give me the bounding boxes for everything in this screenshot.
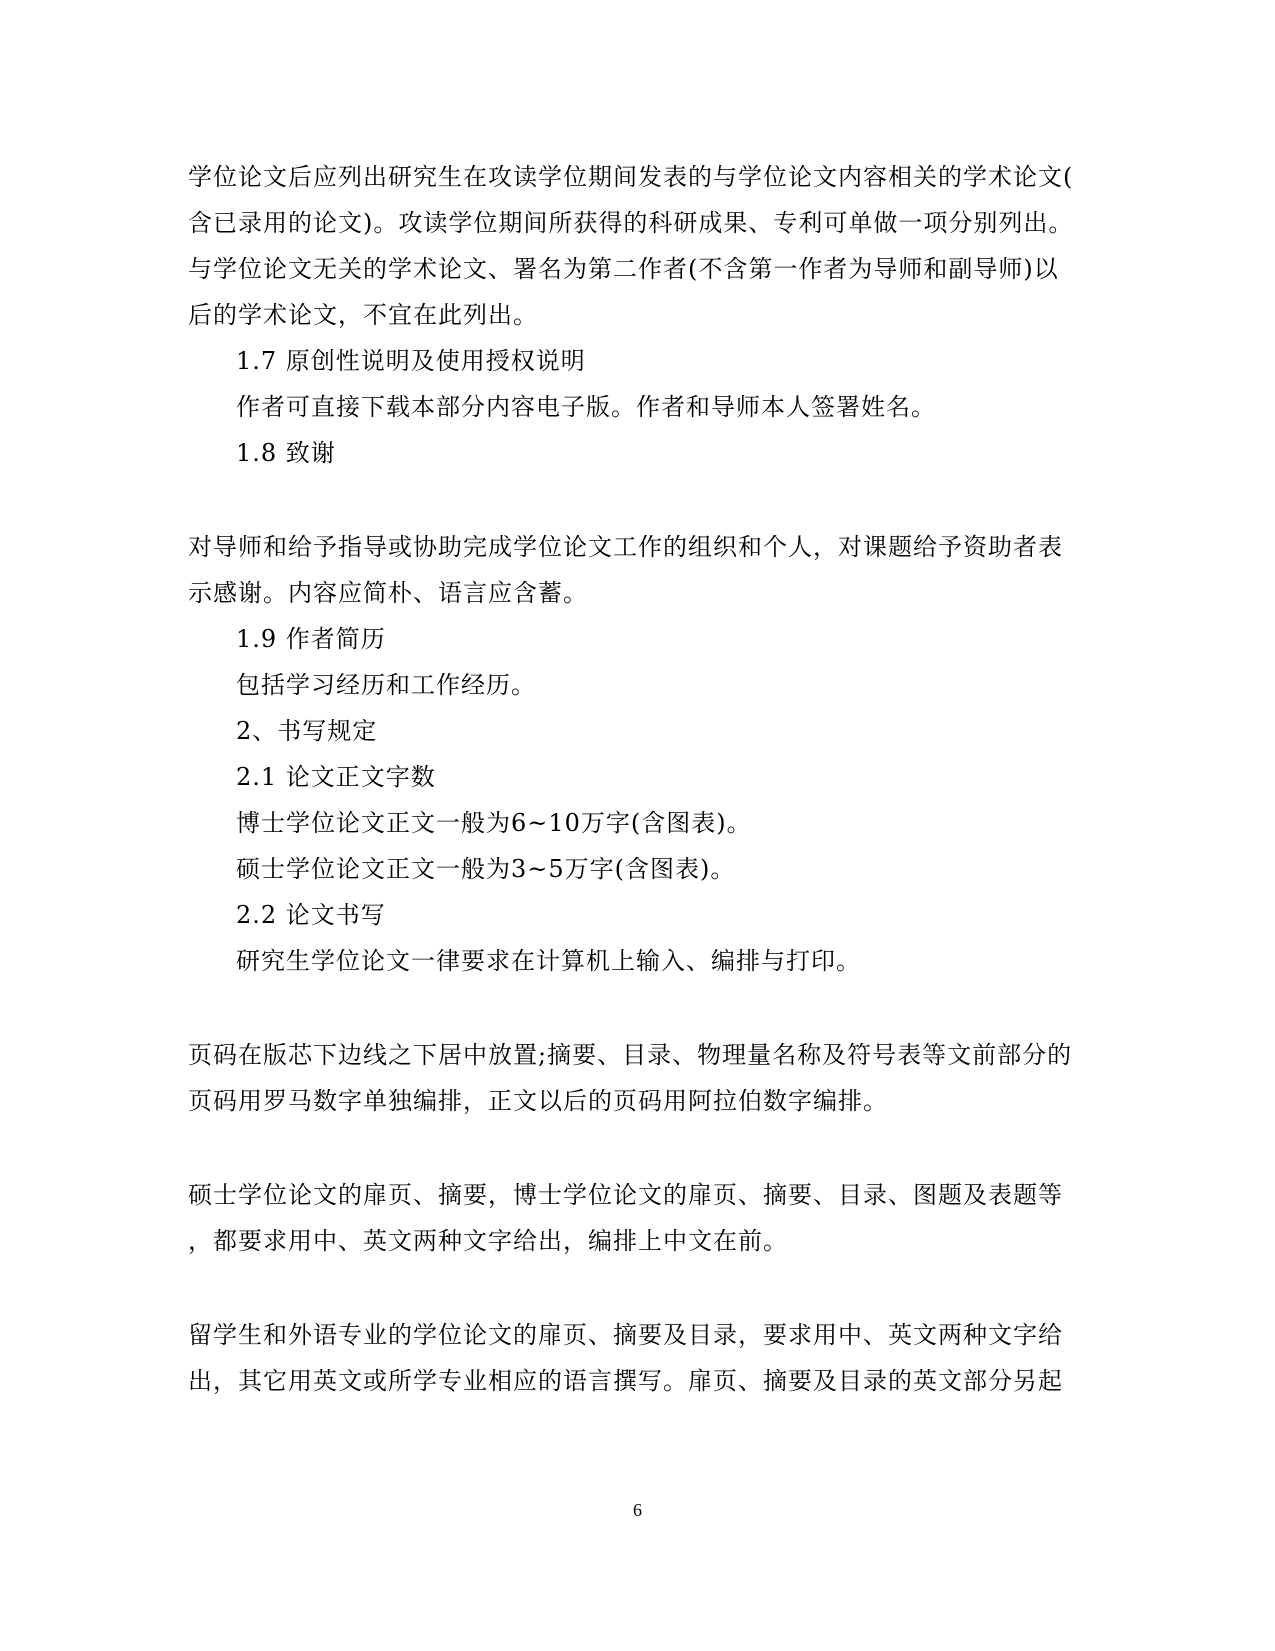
paragraph-line: 示感谢。内容应简朴、语言应含蓄。 bbox=[188, 579, 588, 607]
paragraph-line: 页码用罗马数字单独编排，正文以后的页码用阿拉伯数字编排。 bbox=[188, 1087, 888, 1115]
paragraph-line: 与学位论文无关的学术论文、署名为第二作者(不含第一作者为导师和副导师)以 bbox=[188, 255, 1059, 283]
section-heading: 2.1 论文正文字数 bbox=[236, 763, 436, 791]
section-heading: 1.7 原创性说明及使用授权说明 bbox=[236, 347, 586, 375]
paragraph-line: 作者可直接下载本部分内容电子版。作者和导师本人签署姓名。 bbox=[236, 393, 936, 421]
paragraph-line: 后的学术论文，不宜在此列出。 bbox=[188, 301, 538, 329]
paragraph-line: 包括学习经历和工作经历。 bbox=[236, 671, 536, 699]
paragraph-line: 对导师和给予指导或协助完成学位论文工作的组织和个人，对课题给予资助者表 bbox=[188, 533, 1063, 561]
paragraph-line: 硕士学位论文正文一般为3~5万字(含图表)。 bbox=[236, 855, 736, 883]
paragraph-line: 出，其它用英文或所学专业相应的语言撰写。扉页、摘要及目录的英文部分另起 bbox=[188, 1367, 1063, 1395]
paragraph-line: 含已录用的论文)。攻读学位期间所获得的科研成果、专利可单做一项分别列出。 bbox=[188, 209, 1074, 237]
paragraph-line: 硕士学位论文的扉页、摘要，博士学位论文的扉页、摘要、目录、图题及表题等 bbox=[188, 1181, 1063, 1209]
paragraph-line: 页码在版芯下边线之下居中放置;摘要、目录、物理量名称及符号表等文前部分的 bbox=[188, 1041, 1073, 1069]
section-heading: 1.9 作者简历 bbox=[236, 625, 386, 653]
paragraph-line: 留学生和外语专业的学位论文的扉页、摘要及目录，要求用中、英文两种文字给 bbox=[188, 1321, 1063, 1349]
section-heading: 2、书写规定 bbox=[236, 717, 378, 745]
paragraph-line: 学位论文后应列出研究生在攻读学位期间发表的与学位论文内容相关的学术论文( bbox=[188, 163, 1074, 191]
page-number: 6 bbox=[633, 1500, 642, 1520]
section-heading: 1.8 致谢 bbox=[236, 439, 336, 467]
paragraph-line: 博士学位论文正文一般为6~10万字(含图表)。 bbox=[236, 809, 752, 837]
section-heading: 2.2 论文书写 bbox=[236, 901, 386, 929]
paragraph-line: 研究生学位论文一律要求在计算机上输入、编排与打印。 bbox=[236, 947, 861, 975]
paragraph-line: ，都要求用中、英文两种文字给出，编排上中文在前。 bbox=[188, 1227, 788, 1255]
